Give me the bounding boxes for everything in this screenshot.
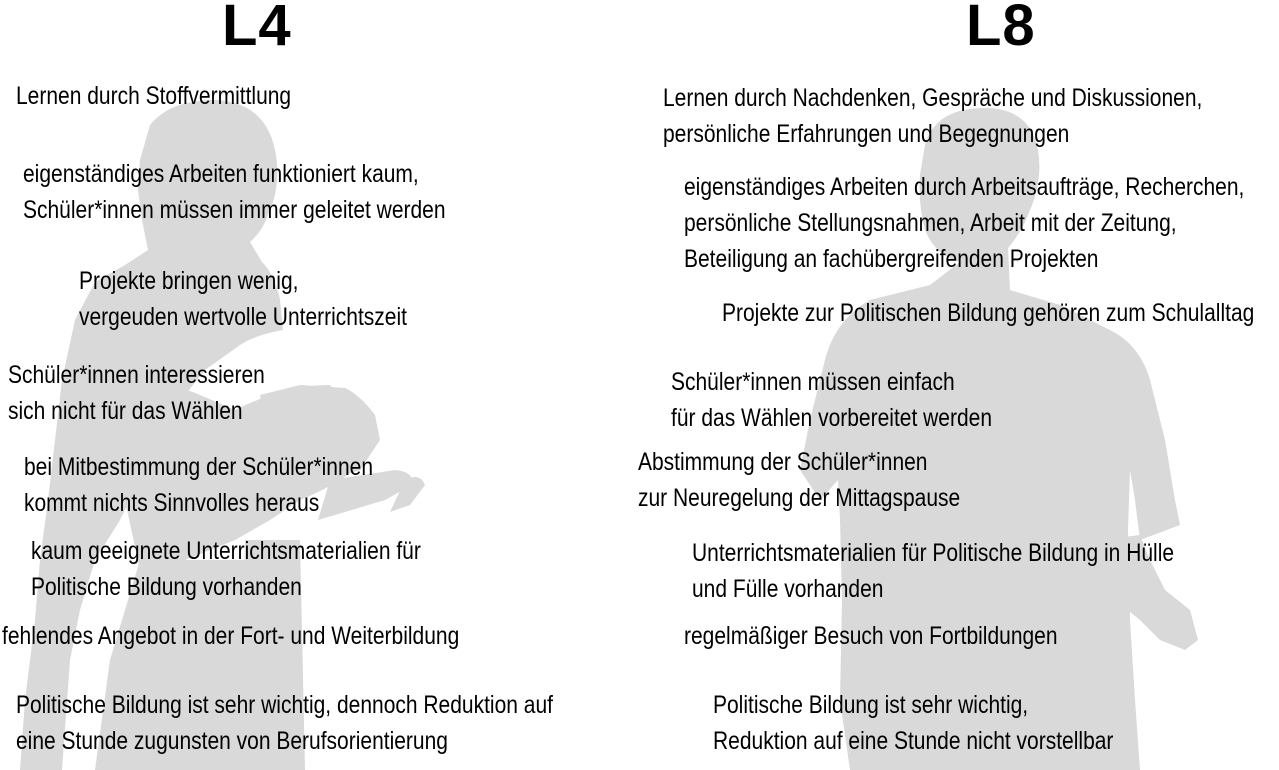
left-statement-1: Lernen durch Stoffvermittlung	[16, 82, 292, 110]
left-heading: L4	[222, 0, 292, 58]
left-statement-8: Politische Bildung ist sehr wichtig, dennoch Reduktion auf eine Stunde zugunsten von Berufsorientierung	[16, 691, 553, 755]
left-statement-2: eigenständiges Arbeiten funktioniert kaum, Schüler*innen müssen immer geleitet werden	[23, 160, 446, 224]
left-statement-6: kaum geeignete Unterrichtsmaterialien für Politische Bildung vorhanden	[31, 537, 421, 601]
left-statement-5: bei Mitbestimmung der Schüler*innen kommt nichts Sinnvolles heraus	[24, 453, 374, 517]
right-statement-7: regelmäßiger Besuch von Fortbildungen	[684, 622, 1058, 650]
right-statement-6: Unterrichtsmaterialien für Politische Bildung in Hülle und Fülle vorhanden	[692, 539, 1175, 603]
right-statement-1: Lernen durch Nachdenken, Gespräche und Diskussionen, persönliche Erfahrungen und Begegnungen	[663, 84, 1203, 148]
left-statement-7: fehlendes Angebot in der Fort- und Weiterbildung	[2, 622, 460, 650]
left-statement-3: Projekte bringen wenig, vergeuden wertvolle Unterrichtszeit	[79, 267, 407, 331]
left-statement-4: Schüler*innen interessieren sich nicht für das Wählen	[8, 361, 265, 425]
right-statement-5: Abstimmung der Schüler*innen zur Neuregelung der Mittagspause	[638, 448, 961, 512]
right-statement-4: Schüler*innen müssen einfach für das Wählen vorbereitet werden	[671, 368, 993, 432]
right-statement-3: Projekte zur Politischen Bildung gehören zum Schulalltag	[722, 299, 1255, 327]
right-heading: L8	[966, 0, 1036, 58]
right-statement-8: Politische Bildung ist sehr wichtig, Reduktion auf eine Stunde nicht vorstellbar	[713, 691, 1114, 755]
right-statement-2: eigenständiges Arbeiten durch Arbeitsaufträge, Recherchen, persönliche Stellungsnahmen, Arbeit mit der Zeitung, Beteiligung an fachübergreifenden Projekten	[684, 173, 1245, 273]
